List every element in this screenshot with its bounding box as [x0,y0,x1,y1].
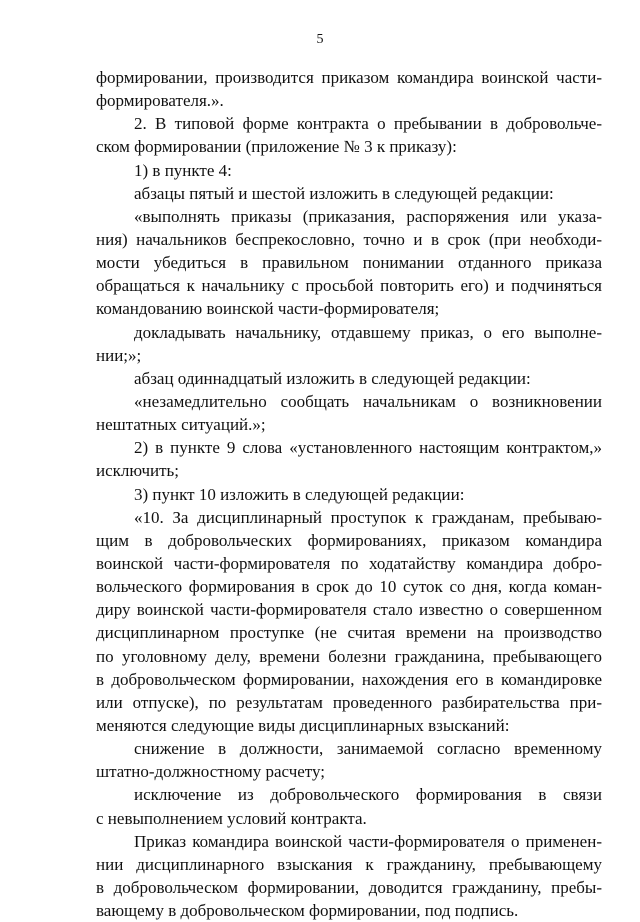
text-line: мости убедиться в правильном понимании отданного приказа [96,253,602,273]
text-line: в добровольческом формировании, доводится гражданину, пребы- [96,877,602,897]
text-line: вающему в добровольческом формировании, под подпись. [96,901,519,921]
text-line: «незамедлительно сообщать начальникам о возникновении [134,391,602,411]
text-line: формировании, производится приказом командира воинской части- [96,68,602,87]
text-line: щим в добровольческих формированиях, приказом командира [96,530,602,550]
text-line: нии;»; [96,345,142,365]
text-line: или отпуске), по результатам проведенного разбирательства при- [96,692,602,712]
text-line: по уголовному делу, времени болезни гражданина, пребывающего [96,646,602,666]
text-line: воинской части-формирователя по ходатайству командира добро- [96,553,602,573]
text-line: формирователя.». [96,91,224,111]
text-line: исключить; [96,461,179,481]
text-line: исключение из добровольческого формирования в связи [134,785,602,805]
text-line: в добровольческом формировании, нахождения его в командировке [96,669,602,689]
text-line: дисциплинарном проступке (не считая времени на производство [96,623,602,643]
text-line: снижение в должности, занимаемой согласно временному [134,739,602,759]
text-line: ском формировании (приложение № 3 к приказу): [96,137,457,157]
text-line: ния) начальников беспрекословно, точно и в срок (при необходи- [96,229,602,249]
text-line: обращаться к начальнику с просьбой повторить его) и подчиняться [96,276,602,296]
text-line: штатно-должностному расчету; [96,762,326,782]
text-line: абзац одиннадцатый изложить в следующей редакции: [134,368,531,388]
page-number: 5 [316,32,324,47]
text-line: нии дисциплинарного взыскания к гражданину, пребывающему [96,854,602,874]
text-line: 1) в пункте 4: [134,160,232,180]
text-line: диру воинской части-формирователя стало известно о совершенном [96,600,602,620]
text-line: «выполнять приказы (приказания, распоряжения или указа- [134,206,602,226]
text-line: 3) пункт 10 изложить в следующей редакции: [134,484,465,504]
text-line: нештатных ситуаций.»; [96,415,266,435]
text-line: докладывать начальнику, отдавшему приказ, о его выполне- [134,322,602,342]
document-body [96,66,602,922]
text-line: «10. За дисциплинарный проступок к гражданам, пребываю- [134,507,602,527]
text-line: меняются следующие виды дисциплинарных взысканий: [96,715,510,735]
text-line: Приказ командира воинской части-формирователя о применен- [134,831,602,851]
text-line: 2. В типовой форме контракта о пребывании в добровольче- [134,114,602,134]
text-line: абзацы пятый и шестой изложить в следующей редакции: [134,183,554,203]
text-line: 2) в пункте 9 слова «установленного настоящим контрактом,» [134,438,602,458]
text-line: вольческого формирования в срок до 10 суток со дня, когда коман- [96,577,602,597]
text-line: с невыполнением условий контракта. [96,808,367,828]
text-line: командованию воинской части-формирователя; [96,299,440,319]
